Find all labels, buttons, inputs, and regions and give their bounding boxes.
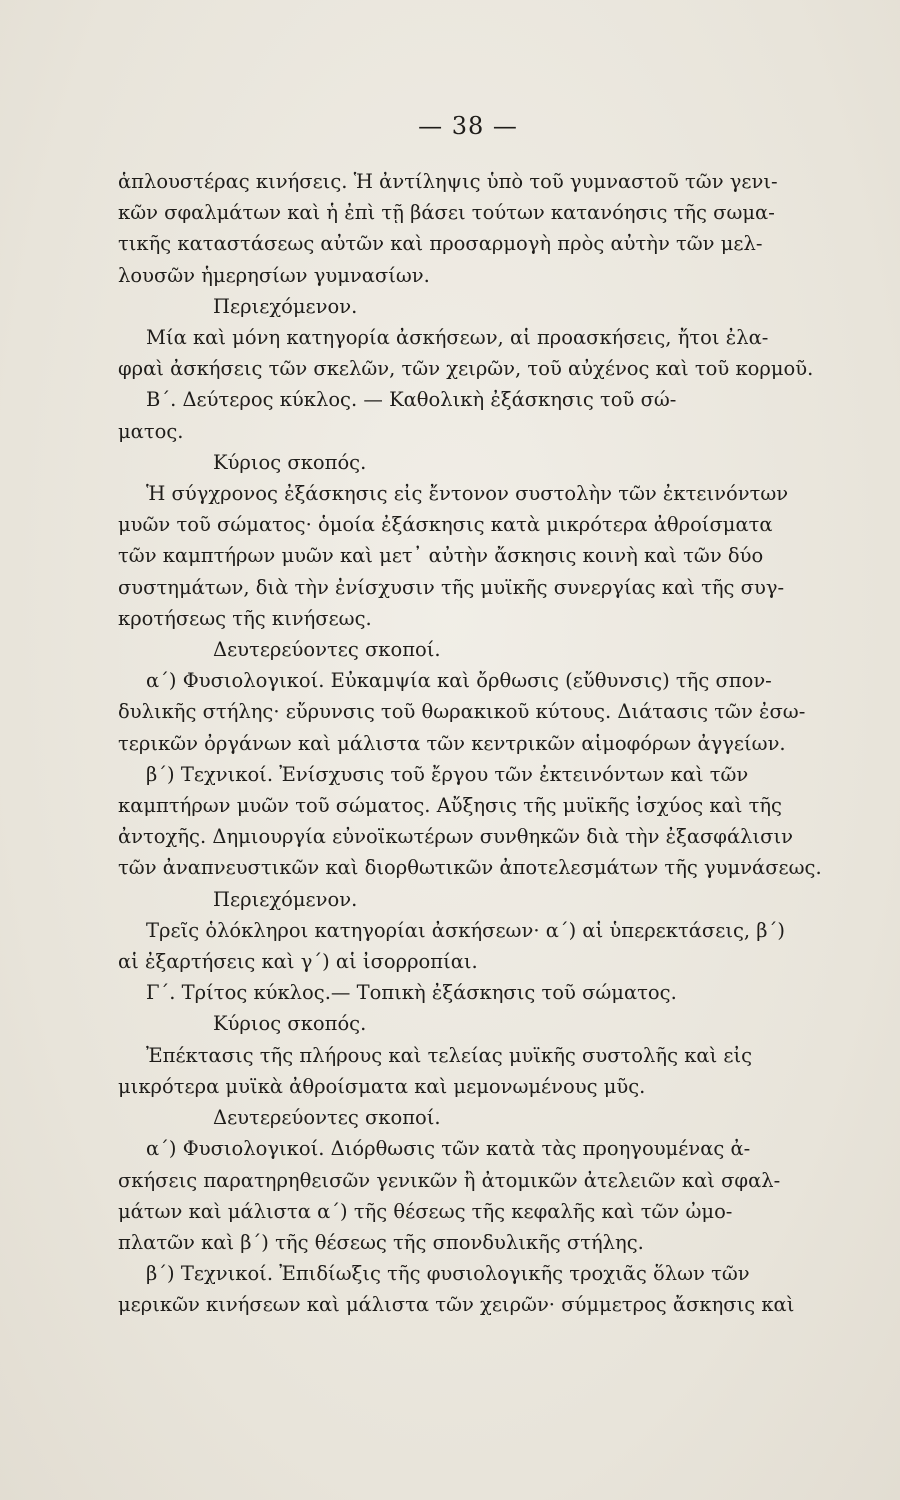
section-heading: Κύριος σκοπός. <box>213 1012 367 1036</box>
text-line: συστημάτων, διὰ τὴν ἐνίσχυσιν τῆς μυϊκῆς συνεργίας καὶ τῆς συγ- <box>118 575 785 599</box>
text-line: Τρεῖς ὁλόκληροι κατηγορίαι ἀσκήσεων· α΄) αἱ ὑπερεκτάσεις, β΄) <box>146 918 785 942</box>
text-line: β΄) Τεχνικοί. Ἐπιδίωξις τῆς φυσιολογικῆς τροχιᾶς ὅλων τῶν <box>146 1262 750 1286</box>
text-line: αἱ ἐξαρτήσεις καὶ γ΄) αἱ ἰσορροπίαι. <box>118 950 478 974</box>
text-line: τῶν ἀναπνευστικῶν καὶ διορθωτικῶν ἀποτελεσμάτων τῆς γυμνάσεως. <box>118 856 822 880</box>
cycle-heading: Γ΄. Τρίτος κύκλος.— Τοπικὴ ἐξάσκησις τοῦ σώματος. <box>146 981 677 1005</box>
text-line: ἁπλουστέρας κινήσεις. Ἡ ἀντίληψις ὑπὸ τοῦ γυμναστοῦ τῶν γενι- <box>118 170 778 193</box>
text-line: καμπτήρων μυῶν τοῦ σώματος. Αὔξησις τῆς μυϊκῆς ἰσχύος καὶ τῆς <box>118 794 782 818</box>
text-line: α΄) Φυσιολογικοί. Εὐκαμψία καὶ ὄρθωσις (εὔθυνσις) τῆς σπον- <box>146 669 772 693</box>
section-heading: Δευτερεύοντες σκοποί. <box>213 638 441 662</box>
text-line: κῶν σφαλμάτων καὶ ἡ ἐπὶ τῇ βάσει τούτων κατανόησις τῆς σωμα- <box>118 201 775 225</box>
text-body <box>118 166 878 1321</box>
text-line: σκήσεις παρατηρηθεισῶν γενικῶν ἢ ἀτομικῶν ἀτελειῶν καὶ σφαλ- <box>118 1168 781 1192</box>
text-line: λουσῶν ἡμερησίων γυμνασίων. <box>118 263 430 287</box>
text-line: ματος. <box>118 419 184 443</box>
section-heading: Κύριος σκοπός. <box>213 450 367 474</box>
text-line: μάτων καὶ μάλιστα α΄) τῆς θέσεως τῆς κεφαλῆς καὶ τῶν ὠμο- <box>118 1199 733 1223</box>
cycle-heading: Β΄. Δεύτερος κύκλος. — Καθολικὴ ἐξάσκησις τοῦ σώ- <box>146 388 677 412</box>
text-line: Ἡ σύγχρονος ἐξάσκησις εἰς ἔντονον συστολὴν τῶν ἐκτεινόντων <box>146 482 789 506</box>
text-line: α΄) Φυσιολογικοί. Διόρθωσις τῶν κατὰ τὰς προηγουμένας ἀ- <box>146 1137 751 1161</box>
text-line: Μία καὶ μόνη κατηγορία ἀσκήσεων, αἱ προασκήσεις, ἤτοι ἐλα- <box>146 326 769 350</box>
text-line: τερικῶν ὀργάνων καὶ μάλιστα τῶν κεντρικῶν αἱμοφόρων ἀγγείων. <box>118 731 786 755</box>
text-line: β΄) Τεχνικοί. Ἐνίσχυσις τοῦ ἔργου τῶν ἐκτεινόντων καὶ τῶν <box>146 762 749 786</box>
text-line: τῶν καμπτήρων μυῶν καὶ μετ᾽ αὐτὴν ἄσκησις κοινὴ καὶ τῶν δύο <box>118 544 764 568</box>
text-line: μικρότερα μυϊκὰ ἀθροίσματα καὶ μεμονωμένους μῦς. <box>118 1074 646 1098</box>
text-line: δυλικῆς στήλης· εὔρυνσις τοῦ θωρακικοῦ κύτους. Διάτασις τῶν ἐσω- <box>118 700 806 724</box>
page-number: — 38 — <box>418 112 518 140</box>
section-heading: Περιεχόμενον. <box>213 887 358 911</box>
text-line: πλατῶν καὶ β΄) τῆς θέσεως τῆς σπονδυλικῆς στήλης. <box>118 1230 644 1254</box>
section-heading: Δευτερεύοντες σκοποί. <box>213 1106 441 1130</box>
text-line: μυῶν τοῦ σώματος· ὁμοία ἐξάσκησις κατὰ μικρότερα ἀθροίσματα <box>118 513 773 537</box>
text-line: Ἐπέκτασις τῆς πλήρους καὶ τελείας μυϊκῆς συστολῆς καὶ εἰς <box>146 1043 753 1067</box>
text-line: κροτήσεως τῆς κινήσεως. <box>118 606 372 630</box>
text-line: μερικῶν κινήσεων καὶ μάλιστα τῶν χειρῶν· σύμμετρος ἄσκησις καὶ <box>118 1293 795 1317</box>
section-heading: Περιεχόμενον. <box>213 294 358 318</box>
text-line: ἀντοχῆς. Δημιουργία εὐνοϊκωτέρων συνθηκῶν διὰ τὴν ἐξασφάλισιν <box>118 825 793 849</box>
text-line: φραὶ ἀσκήσεις τῶν σκελῶν, τῶν χειρῶν, τοῦ αὐχένος καὶ τοῦ κορμοῦ. <box>118 357 814 381</box>
text-line: τικῆς καταστάσεως αὐτῶν καὶ προσαρμογὴ πρὸς αὐτὴν τῶν μελ- <box>118 232 763 256</box>
